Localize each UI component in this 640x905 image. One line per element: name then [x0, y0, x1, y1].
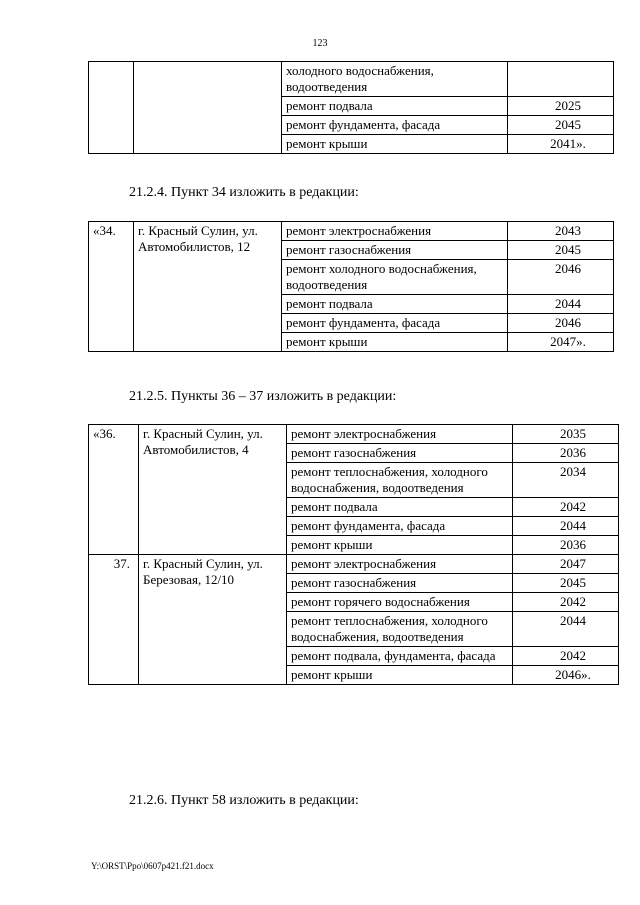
year-value: 2047».: [550, 334, 586, 349]
year-value: 2044: [560, 518, 586, 533]
work-type-cell: ремонт крыши: [287, 666, 513, 685]
year-cell: [513, 517, 619, 536]
work-type-cell: ремонт газоснабжения: [282, 241, 508, 260]
year-value: 2046».: [555, 667, 591, 682]
year-value: 2045: [555, 242, 581, 257]
year-value: 2046: [555, 261, 581, 276]
work-type-cell: ремонт горячего водоснабжения: [287, 593, 513, 612]
year-value: 2043: [555, 223, 581, 238]
work-type-cell: ремонт крыши: [287, 536, 513, 555]
year-cell: [513, 666, 619, 685]
year-cell: [513, 555, 619, 574]
item-number-cell: «36.: [89, 425, 139, 555]
table-row: [89, 425, 619, 444]
items-36-37-table: [88, 424, 619, 685]
year-value: 2044: [560, 613, 586, 628]
address-cell: г. Красный Сулин, ул. Березовая, 12/10: [139, 555, 287, 685]
table-row: [89, 222, 614, 241]
address-cell: г. Красный Сулин, ул. Автомобилистов, 4: [139, 425, 287, 555]
work-type-cell: ремонт теплоснабжения, холодного водоснабжения, водоотведения: [287, 463, 513, 498]
work-type-cell: ремонт теплоснабжения, холодного водоснабжения, водоотведения: [287, 612, 513, 647]
work-type-cell: ремонт подвала, фундамента, фасада: [287, 647, 513, 666]
table-row: [89, 62, 614, 97]
work-type-cell: ремонт газоснабжения: [287, 574, 513, 593]
year-cell: [513, 444, 619, 463]
year-value: 2046: [555, 315, 581, 330]
year-value: 2042: [560, 499, 586, 514]
year-cell: [513, 574, 619, 593]
item-number-cell: [89, 62, 134, 154]
year-value: 2025: [555, 98, 581, 113]
year-cell: [513, 593, 619, 612]
year-value: 2042: [560, 594, 586, 609]
work-type-cell: ремонт холодного водоснабжения, водоотведения: [282, 260, 508, 295]
year-cell: [508, 295, 614, 314]
paragraph-21-2-4: 21.2.4. Пункт 34 изложить в редакции:: [129, 185, 359, 200]
year-value: 2034: [560, 464, 586, 479]
continuation-table: [88, 61, 614, 154]
work-type-cell: ремонт подвала: [287, 498, 513, 517]
work-type-cell: ремонт крыши: [282, 333, 508, 352]
year-value: 2036: [560, 537, 586, 552]
address-cell: г. Красный Сулин, ул. Автомобилистов, 12: [134, 222, 282, 352]
year-value: 2036: [560, 445, 586, 460]
year-cell: [508, 116, 614, 135]
paragraph-21-2-5: 21.2.5. Пункты 36 – 37 изложить в редакции:: [129, 389, 397, 404]
year-cell: [513, 425, 619, 444]
work-type-cell: ремонт крыши: [282, 135, 508, 154]
year-cell: [513, 612, 619, 647]
work-type-cell: ремонт электроснабжения: [287, 425, 513, 444]
year-cell: [508, 222, 614, 241]
year-cell: [508, 97, 614, 116]
year-cell: [508, 135, 614, 154]
year-cell: [508, 314, 614, 333]
table-row: [89, 555, 619, 574]
year-cell: [513, 463, 619, 498]
paragraph-21-2-6: 21.2.6. Пункт 58 изложить в редакции:: [129, 793, 359, 808]
year-cell: [508, 333, 614, 352]
work-type-cell: ремонт фундамента, фасада: [287, 517, 513, 536]
item-number-cell: 37.: [89, 555, 139, 685]
work-type-cell: ремонт электроснабжения: [287, 555, 513, 574]
year-value: 2035: [560, 426, 586, 441]
year-cell: [513, 498, 619, 517]
year-cell: [513, 536, 619, 555]
year-value: 2045: [560, 575, 586, 590]
file-path-footer: Y:\ORST\Ppo\0607p421.f21.docx: [91, 861, 214, 871]
address-cell: [134, 62, 282, 154]
work-type-cell: ремонт фундамента, фасада: [282, 314, 508, 333]
year-value: 2044: [555, 296, 581, 311]
item-34-table: [88, 221, 614, 352]
year-cell: [508, 260, 614, 295]
year-value: 2042: [560, 648, 586, 663]
work-type-cell: ремонт подвала: [282, 295, 508, 314]
year-value: 2041».: [550, 136, 586, 151]
year-value: 2047: [560, 556, 586, 571]
work-type-cell: ремонт фундамента, фасада: [282, 116, 508, 135]
work-type-cell: ремонт электроснабжения: [282, 222, 508, 241]
page-number: 123: [312, 38, 328, 49]
year-cell: [513, 647, 619, 666]
year-value: 2045: [555, 117, 581, 132]
work-type-cell: ремонт подвала: [282, 97, 508, 116]
work-type-cell: холодного водоснабжения, водоотведения: [282, 62, 508, 97]
work-type-cell: ремонт газоснабжения: [287, 444, 513, 463]
year-cell: [508, 62, 614, 97]
year-cell: [508, 241, 614, 260]
item-number-cell: «34.: [89, 222, 134, 352]
